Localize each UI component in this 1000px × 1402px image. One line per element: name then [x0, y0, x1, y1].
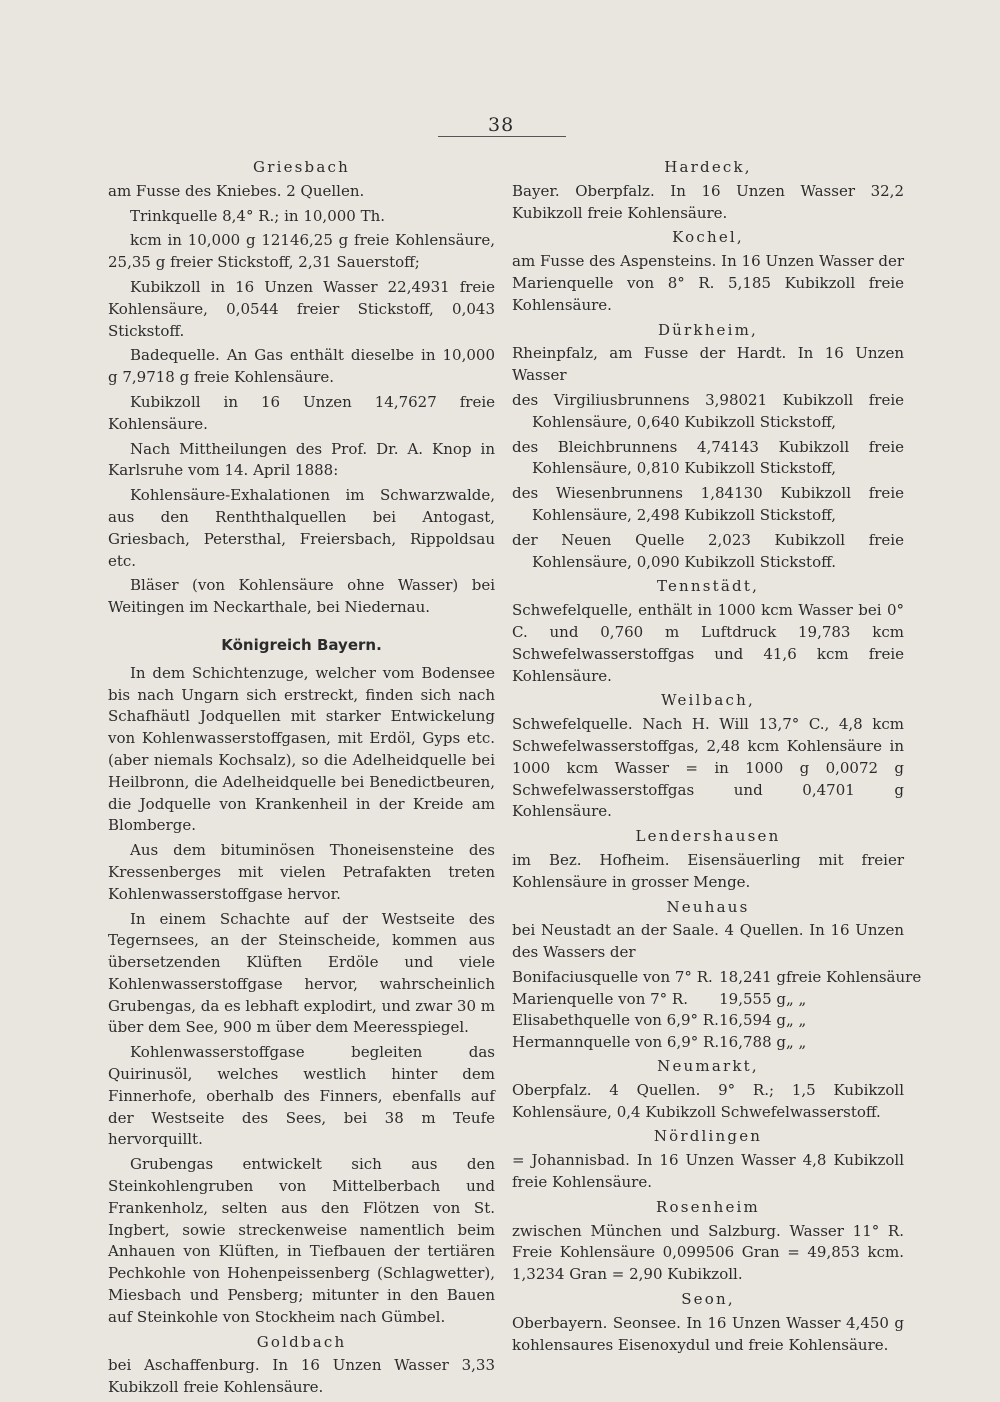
- spring-unit: „ „: [785, 1033, 807, 1052]
- neumarkt-text: Oberpfalz. 4 Quellen. 9° R.; 1,5 Kubikzoll Kohlensäure, 0,4 Kubikzoll Schwefelwasserstoff.: [512, 1080, 904, 1121]
- heading-neuhaus: Neuhaus: [666, 897, 750, 916]
- griesbach-kcm: kcm in 10,000 g 12146,25 g freie Kohlensäure, 25,35 g freier Stickstoff, 2,31 Sauerstoff;: [108, 231, 495, 272]
- griesbach-blaeser: Bläser (von Kohlensäure ohne Wasser) bei Weitingen im Neckarthale, bei Niedernau.: [108, 576, 495, 617]
- neuhaus-springs-table: [512, 967, 921, 1054]
- griesbach-exhalationen: Kohlensäure-Exhalationen im Schwarzwalde, aus den Renththalquellen bei Antogast, Griesbach, Petersthal, Freiersbach, Rippoldsau etc.: [108, 486, 495, 570]
- duerkheim-item: des Bleichbrunnens 4,74143 Kubikzoll freie Kohlensäure, 0,810 Kubikzoll Stickstoff,: [512, 437, 904, 478]
- bayern-paragraph: Aus dem bituminösen Thoneisensteine des Kressenberges mit vielen Petrafakten treten Kohlenwasserstoffgase hervor.: [108, 841, 495, 903]
- heading-griesbach: Griesbach: [253, 158, 350, 176]
- spring-unit: freie Kohlensäure: [785, 967, 922, 986]
- heading-neumarkt: Neumarkt,: [657, 1057, 759, 1076]
- heading-duerkheim: Dürkheim,: [657, 320, 759, 339]
- bayern-paragraph: Grubengas entwickelt sich aus den Steinkohlengruben von Mittelberbach und Frankenholz, selten aus den Flötzen von St. Ingbert, sowie streckenweise namentlich beim Anhauen von Klüften, in Tiefbauen der tertiären Pechkohle von Hohenpeissenberg (Schlagwetter), Miesbach und Pensberg; mitunter in den Bauen auf Steinkohle von Stockheim nach Gümbel.: [108, 1155, 495, 1326]
- griesbach-kubikzoll: Kubikzoll in 16 Unzen Wasser 22,4931 freie Kohlensäure, 0,0544 freier Stickstoff, 0,043 Stickstoff.: [108, 277, 495, 340]
- spring-name: Bonifaciusquelle von 7° R.: [512, 967, 713, 986]
- spring-unit: „ „: [785, 989, 807, 1008]
- rosenheim-text: zwischen München und Salzburg. Wasser 11° R. Freie Kohlensäure 0,099506 Gran = 49,853 kcm. 1,3234 Gran = 2,90 Kubikzoll.: [512, 1221, 904, 1284]
- weilbach-text: Schwefelquelle. Nach H. Will 13,7° C., 4,8 kcm Schwefelwasserstoffgas, 2,48 kcm Kohlensäure in 1000 kcm Wasser = in 1000 g 0,0072 g Schwefelwasserstoffgas und 0,4701 g Kohlensäure.: [512, 715, 904, 821]
- table-row: [512, 1032, 921, 1054]
- spring-value: 16,594 g: [719, 1011, 786, 1030]
- table-row: [512, 1010, 921, 1032]
- left-column: [108, 155, 495, 1402]
- duerkheim-item: des Virgiliusbrunnens 3,98021 Kubikzoll freie Kohlensäure, 0,640 Kubikzoll Stickstoff,: [512, 390, 904, 431]
- griesbach-badequelle: Badequelle. An Gas enthält dieselbe in 10,000 g 7,9718 g freie Kohlensäure.: [108, 346, 495, 387]
- heading-hardeck: Hardeck,: [664, 158, 752, 176]
- griesbach-location: am Fusse des Kniebes. 2 Quellen.: [108, 181, 365, 200]
- bayern-paragraph: Kohlenwasserstoffgase begleiten das Quirinusöl, welches westlich hinter dem Finnerhofe, oberhalb des Finners, ebenfalls auf der Westseite des Sees, bei 38 m Teufe hervorquillt.: [108, 1043, 495, 1149]
- heading-tennstaedt: Tennstädt,: [656, 577, 760, 596]
- table-row: [512, 967, 921, 989]
- spring-name: Marienquelle von 7° R.: [512, 989, 688, 1008]
- neuhaus-intro: bei Neustadt an der Saale. 4 Quellen. In 16 Unzen des Wassers der: [512, 921, 904, 962]
- griesbach-badequelle-kubikzoll: Kubikzoll in 16 Unzen 14,7627 freie Kohlensäure.: [108, 392, 495, 433]
- right-column: [512, 155, 922, 1359]
- duerkheim-item: der Neuen Quelle 2,023 Kubikzoll freie Kohlensäure, 0,090 Kubikzoll Stickstoff.: [512, 530, 904, 571]
- tennstaedt-text: Schwefelquelle, enthält in 1000 kcm Wasser bei 0° C. und 0,760 m Luftdruck 19,783 kcm Schwefelwasserstoffgas und 41,6 kcm freie Kohlensäure.: [512, 601, 904, 685]
- page-number: 38: [488, 114, 515, 136]
- bayern-paragraph: In einem Schachte auf der Westseite des Tegernsees, an der Steinscheide, kommen aus übersetzenden Klüften Erdöle und viele Kohlenwasserstoffgase hervor, wahrscheinlich Grubengas, da es lebhaft explodirt, und zwar 30 m über dem See, 900 m über dem Meeresspiegel.: [108, 909, 495, 1037]
- duerkheim-intro: Rheinpfalz, am Fusse der Hardt. In 16 Unzen Wasser: [512, 344, 904, 385]
- noerdlingen-text: = Johannisbad. In 16 Unzen Wasser 4,8 Kubikzoll freie Kohlensäure.: [512, 1151, 904, 1192]
- spring-value: 18,241 g: [719, 967, 786, 986]
- bayern-paragraph: In dem Schichtenzuge, welcher vom Bodensee bis nach Ungarn sich erstreckt, finden sich nach Schafhäutl Jodquellen mit starker Entwickelung von Kohlenwasserstoffgasen, mit Erdöl, Gyps etc. (aber niemals Kochsalz), so die Adelheidquelle bei Heilbronn, die Adelheidquelle bei Benedictbeuren, die Jodquelle von Krankenheil in der Kreide am Blomberge.: [108, 663, 495, 835]
- lendershausen-text: im Bez. Hofheim. Eisensäuerling mit freier Kohlensäure in grosser Menge.: [512, 850, 904, 891]
- kochel-text: am Fusse des Aspensteins. In 16 Unzen Wasser der Marienquelle von 8° R. 5,185 Kubikzoll freie Kohlensäure.: [512, 252, 904, 314]
- spring-name: Hermannquelle von 6,9° R.: [512, 1033, 720, 1052]
- heading-rosenheim: Rosenheim: [656, 1197, 760, 1216]
- spring-name: Elisabethquelle von 6,9° R.: [512, 1011, 719, 1030]
- griesbach-trinkquelle: Trinkquelle 8,4° R.; in 10,000 Th.: [130, 206, 386, 225]
- section-title-bayern: Königreich Bayern.: [221, 635, 382, 654]
- hardeck-text: Bayer. Oberpfalz. In 16 Unzen Wasser 32,2 Kubikzoll freie Kohlensäure.: [512, 181, 904, 222]
- header-rule: [438, 136, 566, 137]
- goldbach-text: bei Aschaffenburg. In 16 Unzen Wasser 3,33 Kubikzoll freie Kohlensäure.: [108, 1356, 495, 1397]
- heading-noerdlingen: Nördlingen: [653, 1127, 763, 1146]
- table-row: [512, 989, 921, 1011]
- heading-goldbach: Goldbach: [256, 1332, 347, 1351]
- spring-value: 16,788 g: [719, 1033, 786, 1052]
- heading-lendershausen: Lendershausen: [635, 827, 781, 846]
- duerkheim-item: des Wiesenbrunnens 1,84130 Kubikzoll freie Kohlensäure, 2,498 Kubikzoll Stickstoff,: [512, 484, 904, 524]
- spring-unit: „ „: [785, 1011, 807, 1030]
- heading-weilbach: Weilbach,: [661, 691, 755, 710]
- heading-seon: Seon,: [681, 1290, 735, 1309]
- seon-text: Oberbayern. Seonsee. In 16 Unzen Wasser 4,450 g kohlensaures Eisenoxydul und freie Kohlensäure.: [512, 1313, 904, 1354]
- griesbach-knop-note: Nach Mittheilungen des Prof. Dr. A. Knop in Karlsruhe vom 14. April 1888:: [108, 439, 495, 480]
- heading-kochel: Kochel,: [672, 228, 744, 247]
- spring-value: 19,555 g: [719, 989, 786, 1008]
